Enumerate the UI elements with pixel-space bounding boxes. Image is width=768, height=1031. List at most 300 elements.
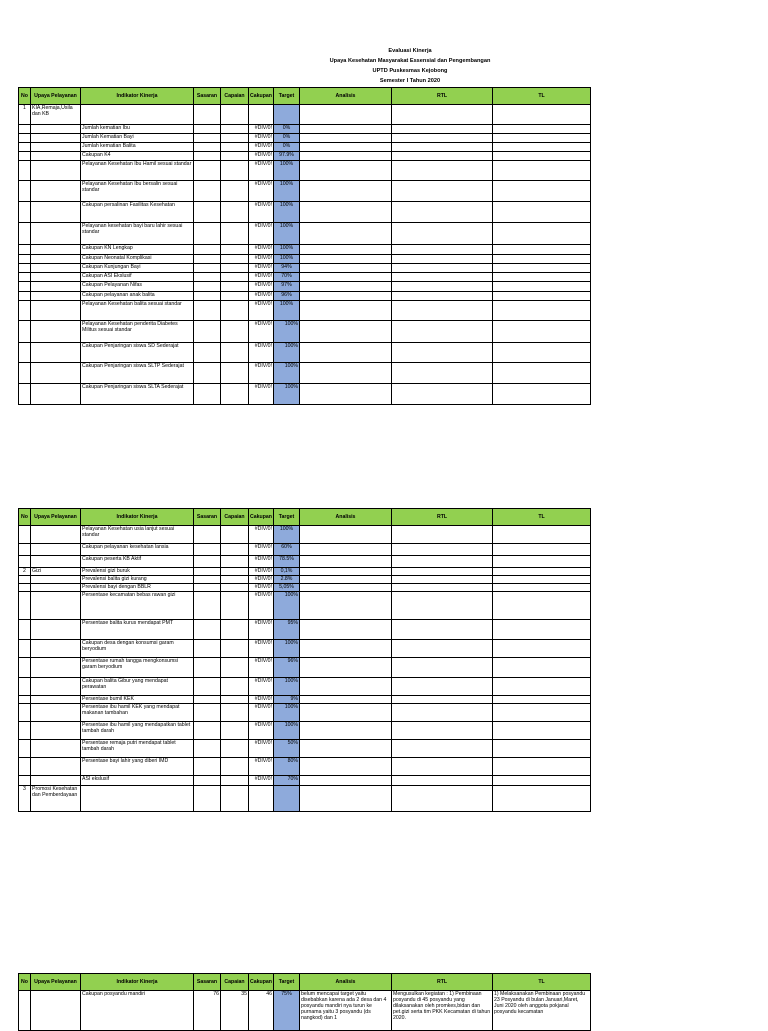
target-value: 100%: [274, 640, 300, 658]
header-tl: TL: [493, 509, 591, 526]
header-sasaran: Sasaran: [194, 509, 221, 526]
cakupan-value: #DIV/0!: [249, 292, 274, 301]
row-number: [19, 384, 31, 405]
indicator-name: Pelayanan Kesehatan Ibu bersalin sesuai standar: [81, 181, 194, 202]
target-value: 94%: [274, 264, 300, 273]
tl-text: [493, 202, 591, 223]
service-name: [31, 202, 81, 223]
cakupan-value: #DIV/0!: [249, 134, 274, 143]
table-row: [19, 526, 591, 544]
table-row: [19, 776, 591, 786]
header-tl: TL: [493, 88, 591, 105]
table-row: [19, 255, 591, 264]
tl-text: [493, 658, 591, 678]
analisis-text: [300, 384, 392, 405]
rtl-text: [392, 678, 493, 696]
tl-text: [493, 105, 591, 125]
capaian-value: [221, 620, 249, 640]
sasaran-value: [194, 722, 221, 740]
tl-text: [493, 343, 591, 363]
report-period: Semester I Tahun 2020: [379, 78, 441, 84]
indicator-name: Cakupan Penjaringan siswa SLTP Sederajat: [81, 363, 194, 384]
indicator-name: [81, 786, 194, 812]
tl-text: [493, 776, 591, 786]
rtl-text: [392, 152, 493, 161]
analisis-text: [300, 544, 392, 556]
target-value: 100%: [274, 363, 300, 384]
row-number: [19, 292, 31, 301]
cakupan-value: #DIV/0!: [249, 526, 274, 544]
analisis-text: [300, 556, 392, 568]
analisis-text: [300, 620, 392, 640]
capaian-value: [221, 264, 249, 273]
row-number: [19, 776, 31, 786]
service-name: [31, 556, 81, 568]
target-value: 100%: [274, 321, 300, 343]
capaian-value: [221, 722, 249, 740]
service-name: [31, 264, 81, 273]
target-value: 100%: [274, 343, 300, 363]
indicator-name: Cakupan K4: [81, 152, 194, 161]
tl-text: [493, 223, 591, 245]
analisis-text: [300, 696, 392, 704]
service-name: [31, 255, 81, 264]
sasaran-value: [194, 640, 221, 658]
target-value: 100%: [274, 678, 300, 696]
sasaran-value: [194, 264, 221, 273]
target-value: 0%: [274, 134, 300, 143]
capaian-value: [221, 255, 249, 264]
sasaran-value: [194, 786, 221, 812]
cakupan-value: #DIV/0!: [249, 255, 274, 264]
header-analisis: Analisis: [300, 509, 392, 526]
cakupan-value: #DIV/0!: [249, 776, 274, 786]
header-upaya: Upaya Pelayanan: [31, 974, 81, 991]
sasaran-value: [194, 384, 221, 405]
row-number: [19, 556, 31, 568]
service-name: [31, 740, 81, 758]
table-row: [19, 321, 591, 343]
sasaran-value: [194, 363, 221, 384]
tl-text: [493, 301, 591, 321]
target-value: 100%: [274, 181, 300, 202]
service-name: [31, 181, 81, 202]
sasaran-value: [194, 568, 221, 576]
service-name: [31, 273, 81, 282]
table-row: [19, 292, 591, 301]
row-number: [19, 125, 31, 134]
target-value: 100%: [274, 255, 300, 264]
sasaran-value: [194, 143, 221, 152]
target-value: 100%: [274, 526, 300, 544]
indicator-name: Jumlah kematian Balita: [81, 143, 194, 152]
cakupan-value: #DIV/0!: [249, 696, 274, 704]
table-row: [19, 152, 591, 161]
capaian-value: [221, 282, 249, 292]
analisis-text: [300, 343, 392, 363]
target-value: 97.9%: [274, 152, 300, 161]
tl-text: [493, 282, 591, 292]
sasaran-value: [194, 255, 221, 264]
indicator-name: Jumlah Kematian Bayi: [81, 134, 194, 143]
analisis-text: [300, 704, 392, 722]
tl-text: [493, 245, 591, 255]
rtl-text: Mengusulkan kegiatan : 1) Pembinaan posyandu di 45 posyandu yang dilaksanakan oleh promkes,bidan dan pet.gizi serta tim PKK Kecamatan di tahun 2020.: [392, 991, 493, 1031]
row-number: [19, 152, 31, 161]
target-value: 0%: [274, 143, 300, 152]
service-name: [31, 223, 81, 245]
row-number: [19, 134, 31, 143]
capaian-value: [221, 786, 249, 812]
analisis-text: [300, 576, 392, 584]
rtl-text: [392, 282, 493, 292]
header-cakupan: Cakupan: [249, 509, 274, 526]
header-indikator: Indikator Kinerja: [81, 974, 194, 991]
report-title-block: [290, 46, 530, 86]
header-cakupan: Cakupan: [249, 974, 274, 991]
capaian-value: [221, 105, 249, 125]
capaian-value: [221, 658, 249, 678]
service-name: [31, 363, 81, 384]
target-value: 5,05%: [274, 584, 300, 592]
sasaran-value: [194, 556, 221, 568]
rtl-text: [392, 722, 493, 740]
cakupan-value: #DIV/0!: [249, 658, 274, 678]
table-row: [19, 740, 591, 758]
tl-text: [493, 181, 591, 202]
service-name: [31, 343, 81, 363]
cakupan-value: #DIV/0!: [249, 202, 274, 223]
sasaran-value: [194, 776, 221, 786]
sasaran-value: [194, 223, 221, 245]
sasaran-value: [194, 181, 221, 202]
tl-text: [493, 292, 591, 301]
header-capaian: Capaian: [221, 88, 249, 105]
tl-text: [493, 143, 591, 152]
tl-text: [493, 125, 591, 134]
sasaran-value: [194, 658, 221, 678]
tl-text: [493, 255, 591, 264]
rtl-text: [392, 125, 493, 134]
header-no: No: [19, 88, 31, 105]
table-row: [19, 363, 591, 384]
analisis-text: [300, 264, 392, 273]
rtl-text: [392, 181, 493, 202]
tl-text: [493, 758, 591, 776]
capaian-value: [221, 696, 249, 704]
capaian-value: [221, 134, 249, 143]
indicator-name: Pelayanan Kesehatan penderita Diabetes Militus sesuai standar: [81, 321, 194, 343]
analisis-text: [300, 640, 392, 658]
performance-table-2: [18, 508, 591, 812]
analisis-text: [300, 105, 392, 125]
analisis-text: [300, 273, 392, 282]
row-number: [19, 758, 31, 776]
indicator-name: Prevalensi balita gizi kurang: [81, 576, 194, 584]
rtl-text: [392, 704, 493, 722]
performance-table-3: [18, 973, 591, 1031]
table-row: [19, 592, 591, 620]
sasaran-value: 76: [194, 991, 221, 1031]
row-number: [19, 658, 31, 678]
rtl-text: [392, 556, 493, 568]
sasaran-value: [194, 343, 221, 363]
header-sasaran: Sasaran: [194, 88, 221, 105]
target-value: 70%: [274, 273, 300, 282]
target-value: 100%: [274, 592, 300, 620]
tl-text: [493, 264, 591, 273]
indicator-name: Cakupan Neonatal Komplikasi: [81, 255, 194, 264]
report-institution: UPTD Puskesmas Kejobong: [372, 68, 448, 74]
analisis-text: [300, 152, 392, 161]
report-subtitle: Upaya Kesehatan Masyarakat Essensial dan Pengembangan: [329, 58, 491, 64]
header-row: [19, 509, 591, 526]
sasaran-value: [194, 592, 221, 620]
capaian-value: [221, 568, 249, 576]
capaian-value: [221, 640, 249, 658]
service-name: [31, 658, 81, 678]
table-row: [19, 758, 591, 776]
tl-text: [493, 568, 591, 576]
tl-text: [493, 556, 591, 568]
row-number: [19, 181, 31, 202]
sasaran-value: [194, 620, 221, 640]
tl-text: [493, 152, 591, 161]
cakupan-value: #DIV/0!: [249, 223, 274, 245]
service-name: [31, 125, 81, 134]
cakupan-value: #DIV/0!: [249, 544, 274, 556]
rtl-text: [392, 292, 493, 301]
sasaran-value: [194, 576, 221, 584]
table-row: [19, 722, 591, 740]
sasaran-value: [194, 678, 221, 696]
rtl-text: [392, 134, 493, 143]
header-cakupan: Cakupan: [249, 88, 274, 105]
target-value: 50%: [274, 740, 300, 758]
service-name: [31, 143, 81, 152]
table-row: [19, 245, 591, 255]
header-rtl: RTL: [392, 974, 493, 991]
target-value: 100%: [274, 722, 300, 740]
target-value: 0,1%: [274, 568, 300, 576]
sasaran-value: [194, 758, 221, 776]
analisis-text: [300, 722, 392, 740]
capaian-value: [221, 740, 249, 758]
header-indikator: Indikator Kinerja: [81, 509, 194, 526]
target-value: 97%: [274, 282, 300, 292]
row-number: [19, 544, 31, 556]
row-number: [19, 526, 31, 544]
indicator-name: Cakupan persalinan Fasilitas Kesehatan: [81, 202, 194, 223]
cakupan-value: #DIV/0!: [249, 384, 274, 405]
analisis-text: [300, 321, 392, 343]
service-name: [31, 576, 81, 584]
service-name: Promosi Kesehatan dan Pemberdayaan: [31, 786, 81, 812]
capaian-value: [221, 161, 249, 181]
cakupan-value: #DIV/0!: [249, 161, 274, 181]
cakupan-value: #DIV/0!: [249, 576, 274, 584]
rtl-text: [392, 143, 493, 152]
service-name: [31, 678, 81, 696]
indicator-name: Persentase ibu hamil yang mendapatkan tablet tambah darah: [81, 722, 194, 740]
row-number: [19, 264, 31, 273]
header-target: Target: [274, 509, 300, 526]
analisis-text: [300, 202, 392, 223]
tl-text: [493, 526, 591, 544]
target-value: 80%: [274, 758, 300, 776]
capaian-value: [221, 292, 249, 301]
indicator-name: Pelayanan kesehatan bayi baru lahir sesuai standar: [81, 223, 194, 245]
rtl-text: [392, 658, 493, 678]
table-row: [19, 658, 591, 678]
service-name: [31, 776, 81, 786]
cakupan-value: #DIV/0!: [249, 592, 274, 620]
cakupan-value: #DIV/0!: [249, 152, 274, 161]
header-analisis: Analisis: [300, 88, 392, 105]
service-name: [31, 321, 81, 343]
cakupan-value: #DIV/0!: [249, 301, 274, 321]
rtl-text: [392, 301, 493, 321]
indicator-name: Pelayanan Kesehatan usia lanjut sesuai standar: [81, 526, 194, 544]
row-number: [19, 255, 31, 264]
cakupan-value: #DIV/0!: [249, 363, 274, 384]
row-number: [19, 592, 31, 620]
sasaran-value: [194, 125, 221, 134]
indicator-name: Persentase kecamatan bebas rawan gizi: [81, 592, 194, 620]
row-number: [19, 282, 31, 292]
row-number: [19, 143, 31, 152]
service-name: [31, 384, 81, 405]
tl-text: [493, 592, 591, 620]
service-name: [31, 152, 81, 161]
capaian-value: [221, 544, 249, 556]
rtl-text: [392, 161, 493, 181]
capaian-value: [221, 343, 249, 363]
target-value: 100%: [274, 704, 300, 722]
tl-text: [493, 696, 591, 704]
target-value: 100%: [274, 223, 300, 245]
table-row: [19, 678, 591, 696]
capaian-value: [221, 576, 249, 584]
service-name: [31, 544, 81, 556]
service-name: Gizi: [31, 568, 81, 576]
tl-text: [493, 678, 591, 696]
header-target: Target: [274, 974, 300, 991]
cakupan-value: #DIV/0!: [249, 722, 274, 740]
tl-text: [493, 273, 591, 282]
table-row: [19, 991, 591, 1031]
table-row: [19, 556, 591, 568]
header-tl: TL: [493, 974, 591, 991]
table-row: [19, 264, 591, 273]
capaian-value: [221, 363, 249, 384]
rtl-text: [392, 384, 493, 405]
cakupan-value: #DIV/0!: [249, 264, 274, 273]
rtl-text: [392, 544, 493, 556]
cakupan-value: #DIV/0!: [249, 568, 274, 576]
target-value: 60%: [274, 544, 300, 556]
indicator-name: Cakupan pelayanan anak balita: [81, 292, 194, 301]
target-value: 70%: [274, 776, 300, 786]
table-row: [19, 273, 591, 282]
indicator-name: Cakupan desa dengan konsumsi garam beryodium: [81, 640, 194, 658]
tl-text: [493, 363, 591, 384]
indicator-name: Cakupan KN Lengkap: [81, 245, 194, 255]
service-name: [31, 282, 81, 292]
sasaran-value: [194, 704, 221, 722]
analisis-text: [300, 143, 392, 152]
target-value: 95%: [274, 620, 300, 640]
capaian-value: [221, 202, 249, 223]
header-sasaran: Sasaran: [194, 974, 221, 991]
target-value: 96%: [274, 292, 300, 301]
row-number: [19, 202, 31, 223]
tl-text: [493, 722, 591, 740]
rtl-text: [392, 273, 493, 282]
service-name: [31, 292, 81, 301]
capaian-value: [221, 384, 249, 405]
tl-text: [493, 321, 591, 343]
row-number: [19, 343, 31, 363]
rtl-text: [392, 740, 493, 758]
service-name: [31, 758, 81, 776]
capaian-value: [221, 223, 249, 245]
rtl-text: [392, 223, 493, 245]
capaian-value: [221, 704, 249, 722]
rtl-text: [392, 321, 493, 343]
header-row: [19, 88, 591, 105]
target-value: 100%: [274, 301, 300, 321]
table-row: [19, 161, 591, 181]
table-row: [19, 202, 591, 223]
indicator-name: Cakupan balita Gibur yang mendapat perawatan: [81, 678, 194, 696]
target-value: 96%: [274, 658, 300, 678]
indicator-name: Cakupan peserta KB Aktif: [81, 556, 194, 568]
rtl-text: [392, 105, 493, 125]
capaian-value: [221, 143, 249, 152]
service-name: [31, 991, 81, 1031]
rtl-text: [392, 620, 493, 640]
row-number: [19, 704, 31, 722]
analisis-text: [300, 363, 392, 384]
tl-text: [493, 384, 591, 405]
cakupan-value: #DIV/0!: [249, 143, 274, 152]
target-value: 75%: [274, 991, 300, 1031]
analisis-text: [300, 776, 392, 786]
sasaran-value: [194, 245, 221, 255]
capaian-value: [221, 592, 249, 620]
analisis-text: [300, 786, 392, 812]
header-analisis: Analisis: [300, 974, 392, 991]
rtl-text: [392, 526, 493, 544]
sasaran-value: [194, 152, 221, 161]
tl-text: [493, 584, 591, 592]
cakupan-value: [249, 105, 274, 125]
row-number: [19, 991, 31, 1031]
indicator-name: Jumlah kematian Ibu: [81, 125, 194, 134]
service-name: [31, 640, 81, 658]
row-number: [19, 321, 31, 343]
capaian-value: [221, 526, 249, 544]
cakupan-value: [249, 786, 274, 812]
table-row: [19, 301, 591, 321]
rtl-text: [392, 255, 493, 264]
capaian-value: [221, 245, 249, 255]
row-number: 1: [19, 105, 31, 125]
row-number: [19, 740, 31, 758]
indicator-name: Prevalensi gizi buruk: [81, 568, 194, 576]
service-name: [31, 704, 81, 722]
